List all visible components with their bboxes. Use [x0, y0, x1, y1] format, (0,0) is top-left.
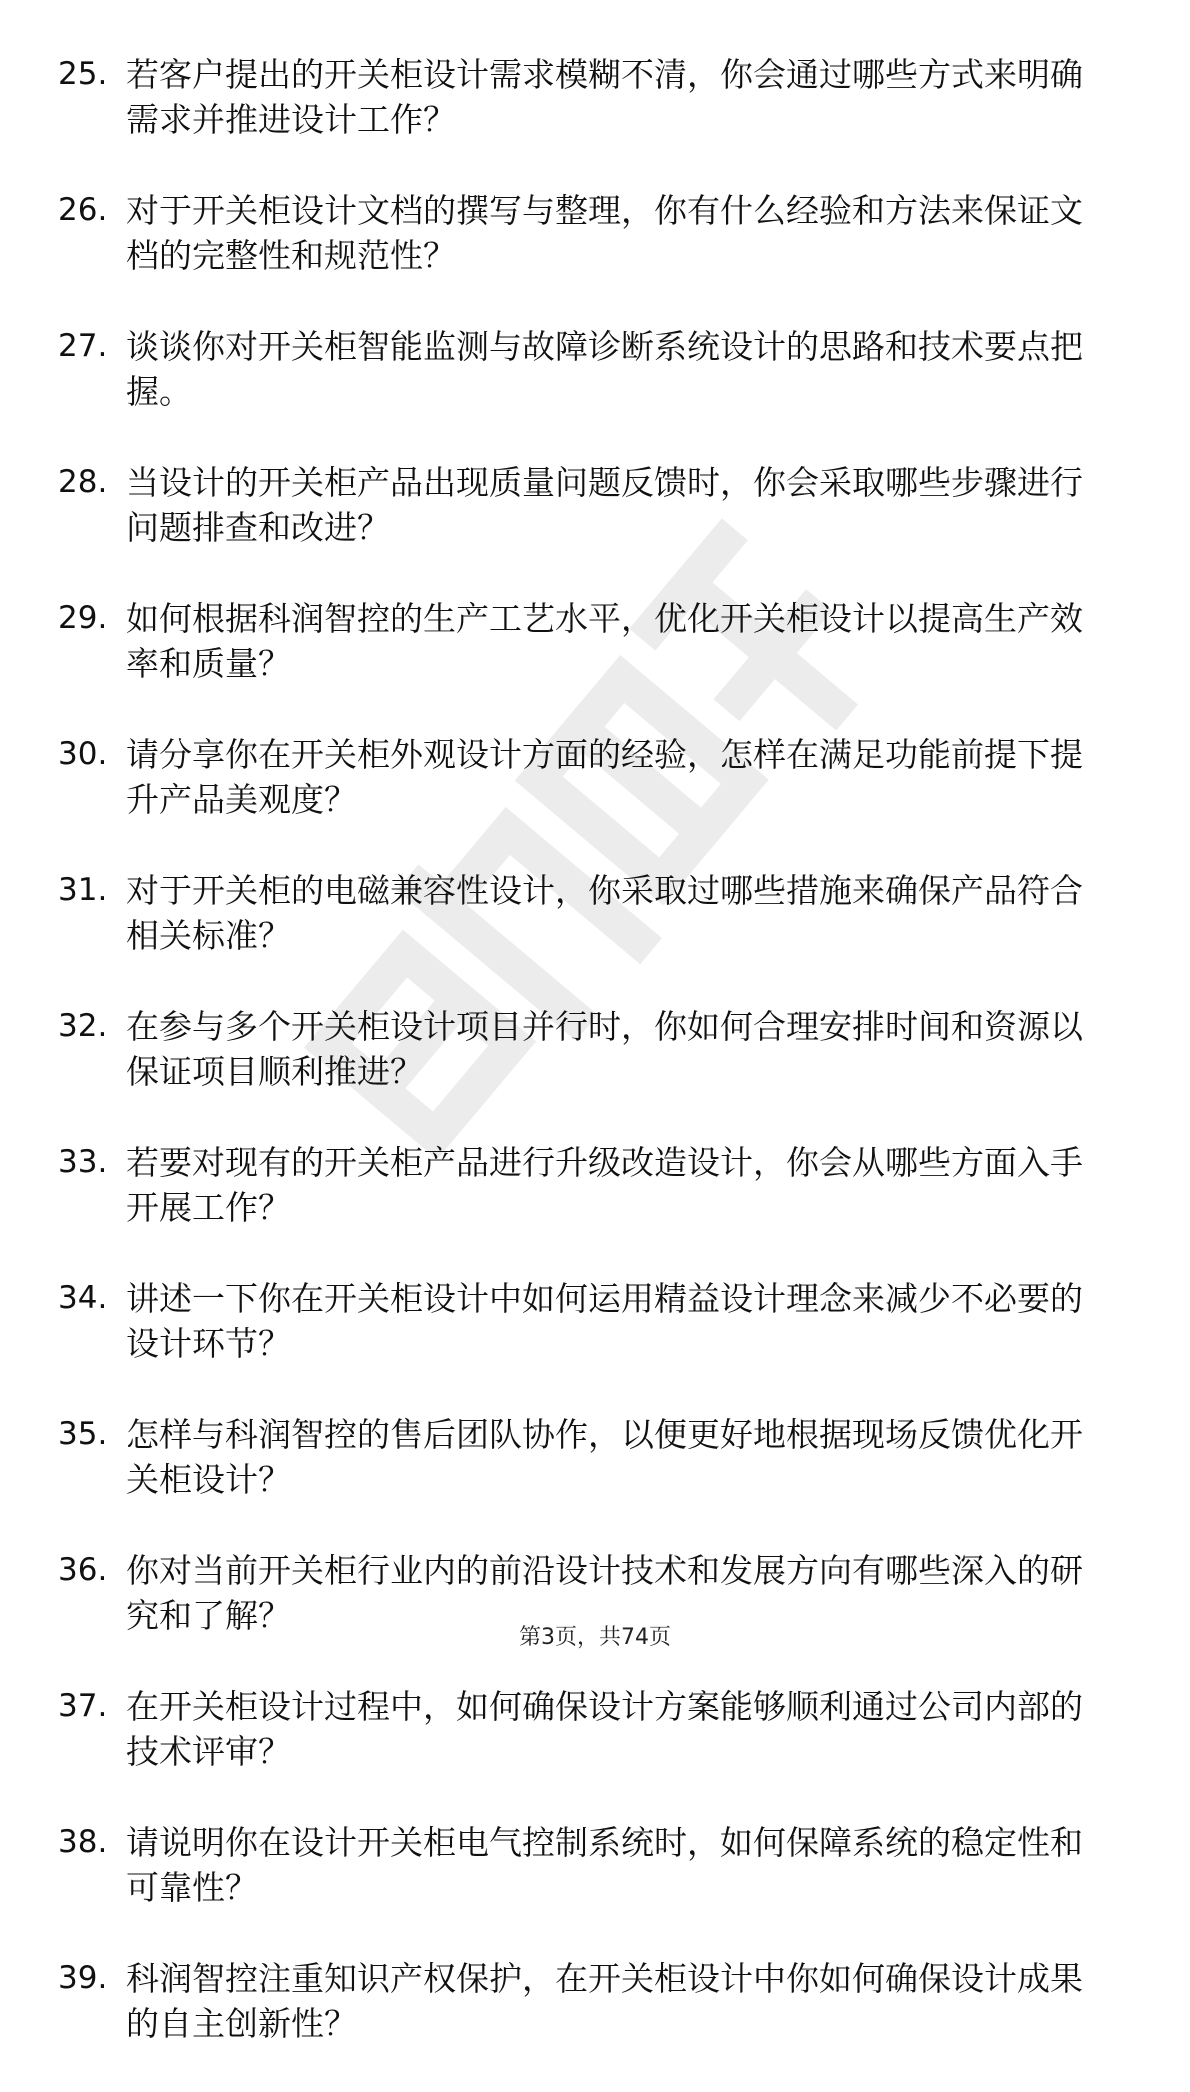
question-text: 对于开关柜设计文档的撰写与整理，你有什么经验和方法来保证文档的完整性和规范性？ — [126, 191, 1083, 275]
question-text: 谈谈你对开关柜智能监测与故障诊断系统设计的思路和技术要点把握。 — [126, 327, 1083, 411]
question-item — [58, 1140, 1108, 1230]
question-text: 怎样与科润智控的售后团队协作，以便更好地根据现场反馈优化开关柜设计？ — [126, 1415, 1083, 1499]
question-number: 30. — [58, 736, 108, 772]
question-text: 若客户提出的开关柜设计需求模糊不清，你会通过哪些方式来明确需求并推进设计工作？ — [126, 55, 1083, 139]
question-text: 如何根据科润智控的生产工艺水平，优化开关柜设计以提高生产效率和质量？ — [126, 599, 1083, 683]
question-number: 25. — [58, 56, 108, 92]
question-text: 在参与多个开关柜设计项目并行时，你如何合理安排时间和资源以保证项目顺利推进？ — [126, 1007, 1083, 1091]
question-text: 你对当前开关柜行业内的前沿设计技术和发展方向有哪些深入的研究和了解？ — [126, 1551, 1083, 1635]
question-text: 讲述一下你在开关柜设计中如何运用精益设计理念来减少不必要的设计环节？ — [126, 1279, 1083, 1363]
question-number: 33. — [58, 1144, 108, 1180]
question-text: 请说明你在设计开关柜电气控制系统时，如何保障系统的稳定性和可靠性？ — [126, 1823, 1083, 1907]
question-text: 在开关柜设计过程中，如何确保设计方案能够顺利通过公司内部的技术评审？ — [126, 1687, 1083, 1771]
question-item — [58, 1684, 1108, 1774]
question-text: 对于开关柜的电磁兼容性设计，你采取过哪些措施来确保产品符合相关标准？ — [126, 871, 1083, 955]
question-number: 36. — [58, 1552, 108, 1588]
question-number: 37. — [58, 1688, 108, 1724]
question-item — [58, 1956, 1108, 2046]
question-number: 39. — [58, 1960, 108, 1996]
question-item — [58, 52, 1108, 142]
question-item — [58, 868, 1108, 958]
question-item — [58, 1276, 1108, 1366]
question-number: 26. — [58, 192, 108, 228]
question-item — [58, 460, 1108, 550]
page-number: 第3页，共74页 — [519, 1625, 671, 1650]
question-item — [58, 732, 1108, 822]
question-number: 35. — [58, 1416, 108, 1452]
question-text: 当设计的开关柜产品出现质量问题反馈时，你会采取哪些步骤进行问题排查和改进？ — [126, 463, 1083, 547]
question-item — [58, 1004, 1108, 1094]
question-text: 若要对现有的开关柜产品进行升级改造设计，你会从哪些方面入手开展工作？ — [126, 1143, 1083, 1227]
question-item — [58, 324, 1108, 414]
question-number: 32. — [58, 1008, 108, 1044]
question-list — [58, 52, 1108, 2092]
question-text: 科润智控注重知识产权保护，在开关柜设计中你如何确保设计成果的自主创新性？ — [126, 1959, 1083, 2043]
question-number: 34. — [58, 1280, 108, 1316]
question-number: 38. — [58, 1824, 108, 1860]
question-item — [58, 1820, 1108, 1910]
question-item — [58, 1412, 1108, 1502]
question-item — [58, 596, 1108, 686]
question-number: 31. — [58, 872, 108, 908]
question-text: 请分享你在开关柜外观设计方面的经验，怎样在满足功能前提下提升产品美观度？ — [126, 735, 1083, 819]
question-number: 27. — [58, 328, 108, 364]
question-item — [58, 188, 1108, 278]
question-number: 28. — [58, 464, 108, 500]
question-number: 29. — [58, 600, 108, 636]
